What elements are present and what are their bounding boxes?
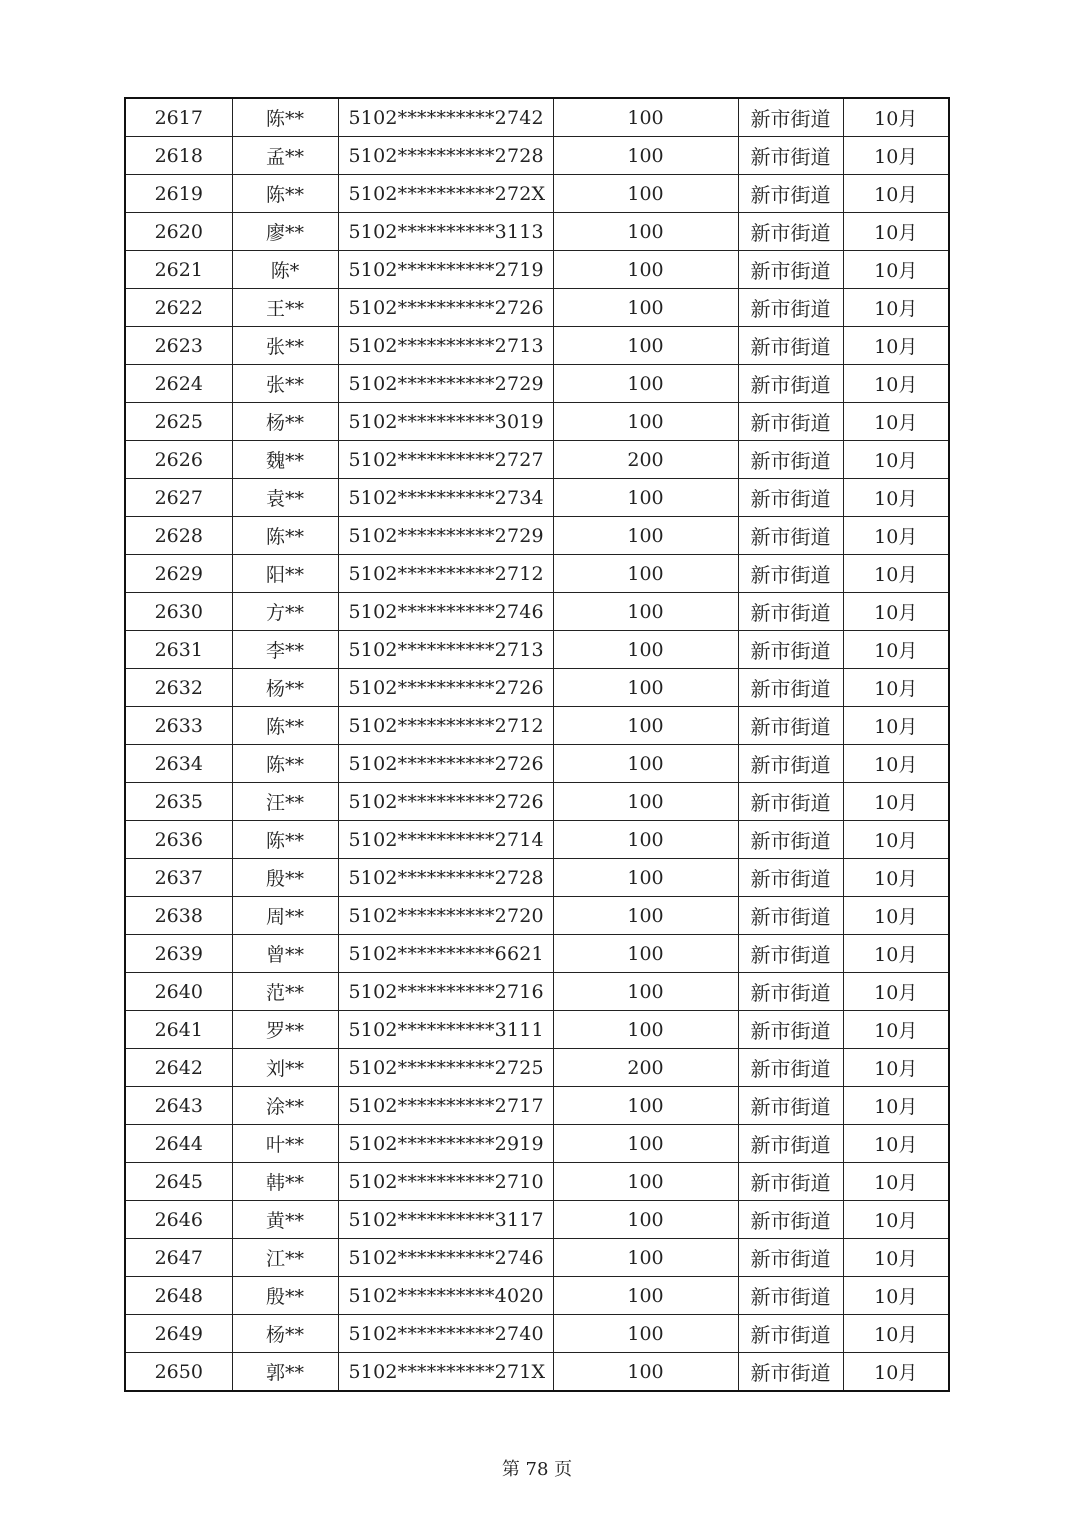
table-row: [125, 251, 949, 289]
month: 10月: [843, 441, 949, 479]
person-name: 陈**: [232, 707, 338, 745]
month: 10月: [843, 593, 949, 631]
row-number: 2648: [125, 1277, 232, 1315]
person-name: 杨**: [232, 403, 338, 441]
amount: 100: [553, 137, 738, 175]
street-name: 新市街道: [738, 1201, 843, 1239]
street-name: 新市街道: [738, 1087, 843, 1125]
street-name: 新市街道: [738, 1125, 843, 1163]
amount: 100: [553, 1277, 738, 1315]
id-number: 5102**********2719: [338, 251, 553, 289]
month: 10月: [843, 137, 949, 175]
id-number: 5102**********2720: [338, 897, 553, 935]
month: 10月: [843, 973, 949, 1011]
month: 10月: [843, 1163, 949, 1201]
row-number: 2627: [125, 479, 232, 517]
person-name: 刘**: [232, 1049, 338, 1087]
table-row: [125, 327, 949, 365]
person-name: 杨**: [232, 1315, 338, 1353]
street-name: 新市街道: [738, 137, 843, 175]
person-name: 罗**: [232, 1011, 338, 1049]
month: 10月: [843, 555, 949, 593]
street-name: 新市街道: [738, 251, 843, 289]
amount: 100: [553, 631, 738, 669]
page-number: 第 78 页: [501, 1459, 573, 1480]
street-name: 新市街道: [738, 1011, 843, 1049]
row-number: 2618: [125, 137, 232, 175]
amount: 100: [553, 1125, 738, 1163]
person-name: 范**: [232, 973, 338, 1011]
street-name: 新市街道: [738, 593, 843, 631]
person-name: 陈**: [232, 821, 338, 859]
id-number: 5102**********2725: [338, 1049, 553, 1087]
id-number: 5102**********2746: [338, 593, 553, 631]
person-name: 郭**: [232, 1353, 338, 1392]
id-number: 5102**********2728: [338, 137, 553, 175]
id-number: 5102**********2726: [338, 669, 553, 707]
month: 10月: [843, 517, 949, 555]
amount: 200: [553, 441, 738, 479]
amount: 100: [553, 1239, 738, 1277]
id-number: 5102**********271X: [338, 1353, 553, 1392]
person-name: 曾**: [232, 935, 338, 973]
month: 10月: [843, 897, 949, 935]
month: 10月: [843, 669, 949, 707]
street-name: 新市街道: [738, 1277, 843, 1315]
street-name: 新市街道: [738, 213, 843, 251]
table-row: [125, 137, 949, 175]
amount: 100: [553, 327, 738, 365]
id-number: 5102**********2726: [338, 745, 553, 783]
month: 10月: [843, 1049, 949, 1087]
street-name: 新市街道: [738, 935, 843, 973]
person-name: 黄**: [232, 1201, 338, 1239]
row-number: 2622: [125, 289, 232, 327]
table-row: [125, 98, 949, 137]
amount: 100: [553, 973, 738, 1011]
street-name: 新市街道: [738, 98, 843, 137]
row-number: 2634: [125, 745, 232, 783]
street-name: 新市街道: [738, 897, 843, 935]
amount: 100: [553, 707, 738, 745]
roster-table-body: [125, 98, 949, 1391]
row-number: 2617: [125, 98, 232, 137]
person-name: 汪**: [232, 783, 338, 821]
row-number: 2641: [125, 1011, 232, 1049]
id-number: 5102**********3111: [338, 1011, 553, 1049]
person-name: 陈**: [232, 517, 338, 555]
person-name: 孟**: [232, 137, 338, 175]
amount: 100: [553, 745, 738, 783]
street-name: 新市街道: [738, 821, 843, 859]
table-row: [125, 1353, 949, 1392]
id-number: 5102**********2717: [338, 1087, 553, 1125]
person-name: 殷**: [232, 1277, 338, 1315]
id-number: 5102**********2740: [338, 1315, 553, 1353]
person-name: 周**: [232, 897, 338, 935]
row-number: 2632: [125, 669, 232, 707]
id-number: 5102**********2713: [338, 327, 553, 365]
amount: 100: [553, 479, 738, 517]
id-number: 5102**********3113: [338, 213, 553, 251]
person-name: 杨**: [232, 669, 338, 707]
street-name: 新市街道: [738, 631, 843, 669]
street-name: 新市街道: [738, 327, 843, 365]
month: 10月: [843, 213, 949, 251]
person-name: 方**: [232, 593, 338, 631]
row-number: 2628: [125, 517, 232, 555]
row-number: 2621: [125, 251, 232, 289]
month: 10月: [843, 1277, 949, 1315]
table-row: [125, 1277, 949, 1315]
person-name: 王**: [232, 289, 338, 327]
amount: 100: [553, 1353, 738, 1392]
id-number: 5102**********2712: [338, 555, 553, 593]
person-name: 廖**: [232, 213, 338, 251]
street-name: 新市街道: [738, 783, 843, 821]
street-name: 新市街道: [738, 707, 843, 745]
amount: 100: [553, 213, 738, 251]
row-number: 2644: [125, 1125, 232, 1163]
table-row: [125, 175, 949, 213]
table-row: [125, 1201, 949, 1239]
row-number: 2646: [125, 1201, 232, 1239]
amount: 100: [553, 859, 738, 897]
id-number: 5102**********2727: [338, 441, 553, 479]
id-number: 5102**********2714: [338, 821, 553, 859]
table-row: [125, 745, 949, 783]
table-row: [125, 1087, 949, 1125]
table-row: [125, 631, 949, 669]
id-number: 5102**********2726: [338, 783, 553, 821]
id-number: 5102**********2919: [338, 1125, 553, 1163]
street-name: 新市街道: [738, 745, 843, 783]
id-number: 5102**********2734: [338, 479, 553, 517]
row-number: 2625: [125, 403, 232, 441]
table-row: [125, 1125, 949, 1163]
person-name: 韩**: [232, 1163, 338, 1201]
month: 10月: [843, 1201, 949, 1239]
street-name: 新市街道: [738, 517, 843, 555]
table-row: [125, 707, 949, 745]
month: 10月: [843, 707, 949, 745]
month: 10月: [843, 783, 949, 821]
table-row: [125, 935, 949, 973]
street-name: 新市街道: [738, 403, 843, 441]
month: 10月: [843, 1239, 949, 1277]
table-row: [125, 213, 949, 251]
id-number: 5102**********6621: [338, 935, 553, 973]
person-name: 陈*: [232, 251, 338, 289]
table-row: [125, 859, 949, 897]
month: 10月: [843, 175, 949, 213]
amount: 100: [553, 98, 738, 137]
amount: 100: [553, 1315, 738, 1353]
month: 10月: [843, 631, 949, 669]
id-number: 5102**********2713: [338, 631, 553, 669]
amount: 100: [553, 289, 738, 327]
row-number: 2647: [125, 1239, 232, 1277]
id-number: 5102**********272X: [338, 175, 553, 213]
person-name: 李**: [232, 631, 338, 669]
month: 10月: [843, 289, 949, 327]
amount: 100: [553, 251, 738, 289]
table-row: [125, 821, 949, 859]
amount: 100: [553, 555, 738, 593]
street-name: 新市街道: [738, 1163, 843, 1201]
street-name: 新市街道: [738, 365, 843, 403]
person-name: 江**: [232, 1239, 338, 1277]
person-name: 陈**: [232, 175, 338, 213]
id-number: 5102**********4020: [338, 1277, 553, 1315]
row-number: 2649: [125, 1315, 232, 1353]
person-name: 涂**: [232, 1087, 338, 1125]
row-number: 2643: [125, 1087, 232, 1125]
amount: 100: [553, 783, 738, 821]
table-row: [125, 289, 949, 327]
person-name: 叶**: [232, 1125, 338, 1163]
table-row: [125, 365, 949, 403]
row-number: 2626: [125, 441, 232, 479]
row-number: 2623: [125, 327, 232, 365]
amount: 100: [553, 669, 738, 707]
id-number: 5102**********2746: [338, 1239, 553, 1277]
id-number: 5102**********2729: [338, 365, 553, 403]
amount: 100: [553, 1201, 738, 1239]
table-row: [125, 1315, 949, 1353]
street-name: 新市街道: [738, 555, 843, 593]
amount: 200: [553, 1049, 738, 1087]
person-name: 阳**: [232, 555, 338, 593]
person-name: 张**: [232, 327, 338, 365]
roster-table: [124, 97, 950, 1392]
id-number: 5102**********2729: [338, 517, 553, 555]
amount: 100: [553, 897, 738, 935]
month: 10月: [843, 1087, 949, 1125]
street-name: 新市街道: [738, 1239, 843, 1277]
month: 10月: [843, 479, 949, 517]
table-row: [125, 517, 949, 555]
amount: 100: [553, 935, 738, 973]
amount: 100: [553, 593, 738, 631]
month: 10月: [843, 821, 949, 859]
row-number: 2637: [125, 859, 232, 897]
month: 10月: [843, 98, 949, 137]
month: 10月: [843, 859, 949, 897]
id-number: 5102**********2742: [338, 98, 553, 137]
row-number: 2619: [125, 175, 232, 213]
row-number: 2636: [125, 821, 232, 859]
table-row: [125, 555, 949, 593]
table-row: [125, 1163, 949, 1201]
street-name: 新市街道: [738, 1315, 843, 1353]
row-number: 2635: [125, 783, 232, 821]
row-number: 2645: [125, 1163, 232, 1201]
row-number: 2638: [125, 897, 232, 935]
id-number: 5102**********2716: [338, 973, 553, 1011]
table-row: [125, 593, 949, 631]
street-name: 新市街道: [738, 175, 843, 213]
amount: 100: [553, 403, 738, 441]
table-row: [125, 479, 949, 517]
street-name: 新市街道: [738, 669, 843, 707]
row-number: 2640: [125, 973, 232, 1011]
table-row: [125, 403, 949, 441]
row-number: 2650: [125, 1353, 232, 1392]
table-row: [125, 669, 949, 707]
row-number: 2624: [125, 365, 232, 403]
amount: 100: [553, 365, 738, 403]
row-number: 2630: [125, 593, 232, 631]
month: 10月: [843, 1125, 949, 1163]
table-row: [125, 897, 949, 935]
amount: 100: [553, 1087, 738, 1125]
row-number: 2629: [125, 555, 232, 593]
id-number: 5102**********2728: [338, 859, 553, 897]
row-number: 2639: [125, 935, 232, 973]
row-number: 2620: [125, 213, 232, 251]
row-number: 2642: [125, 1049, 232, 1087]
table-row: [125, 441, 949, 479]
amount: 100: [553, 1011, 738, 1049]
table-row: [125, 973, 949, 1011]
person-name: 张**: [232, 365, 338, 403]
table-row: [125, 1239, 949, 1277]
street-name: 新市街道: [738, 441, 843, 479]
street-name: 新市街道: [738, 973, 843, 1011]
month: 10月: [843, 1353, 949, 1392]
table-row: [125, 1011, 949, 1049]
table-row: [125, 1049, 949, 1087]
month: 10月: [843, 1315, 949, 1353]
row-number: 2631: [125, 631, 232, 669]
id-number: 5102**********3117: [338, 1201, 553, 1239]
amount: 100: [553, 1163, 738, 1201]
id-number: 5102**********2726: [338, 289, 553, 327]
id-number: 5102**********2712: [338, 707, 553, 745]
street-name: 新市街道: [738, 479, 843, 517]
month: 10月: [843, 251, 949, 289]
table-row: [125, 783, 949, 821]
month: 10月: [843, 327, 949, 365]
street-name: 新市街道: [738, 859, 843, 897]
person-name: 袁**: [232, 479, 338, 517]
amount: 100: [553, 821, 738, 859]
row-number: 2633: [125, 707, 232, 745]
month: 10月: [843, 935, 949, 973]
street-name: 新市街道: [738, 1353, 843, 1392]
month: 10月: [843, 365, 949, 403]
id-number: 5102**********3019: [338, 403, 553, 441]
amount: 100: [553, 517, 738, 555]
person-name: 陈**: [232, 745, 338, 783]
street-name: 新市街道: [738, 289, 843, 327]
street-name: 新市街道: [738, 1049, 843, 1087]
month: 10月: [843, 745, 949, 783]
person-name: 殷**: [232, 859, 338, 897]
person-name: 陈**: [232, 98, 338, 137]
month: 10月: [843, 403, 949, 441]
person-name: 魏**: [232, 441, 338, 479]
id-number: 5102**********2710: [338, 1163, 553, 1201]
amount: 100: [553, 175, 738, 213]
month: 10月: [843, 1011, 949, 1049]
